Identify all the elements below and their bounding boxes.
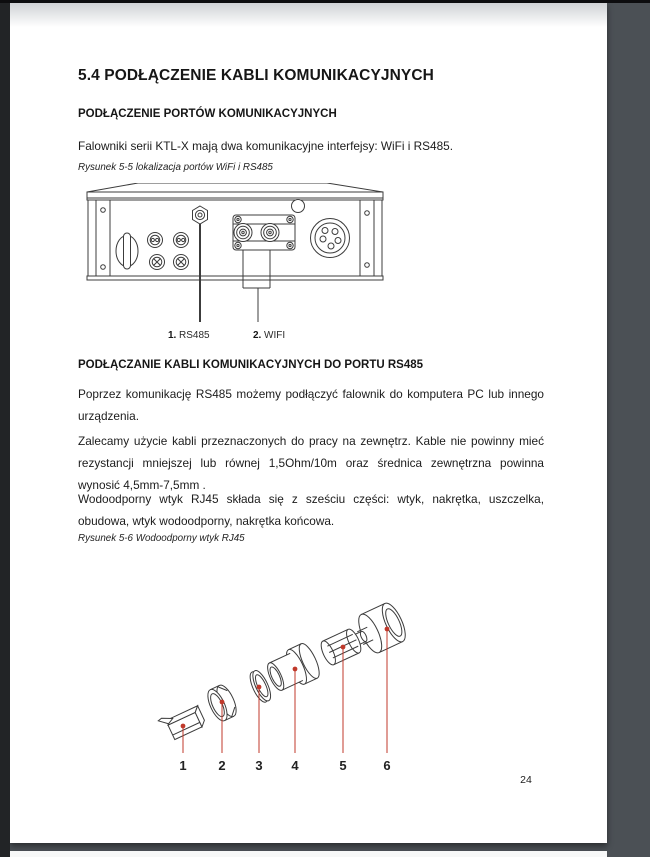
next-page-edge <box>10 851 607 857</box>
figure-5-5-caption: Rysunek 5-5 lokalizacja portów WiFi i RS485 <box>78 162 273 173</box>
part-number-3: 3 <box>255 758 263 773</box>
callout-2-number: 2. <box>253 330 262 341</box>
callout-2-label: WIFI <box>264 330 286 341</box>
inverter-bottom-view <box>87 183 383 322</box>
figure-5-6-caption: Rysunek 5-6 Wodoodporny wtyk RJ45 <box>78 533 245 544</box>
wifi-ports <box>233 215 295 250</box>
paragraph-2: Zalecamy użycie kabli przeznaczonych do pracy na zewnętrz. Kable nie powinny mieć rezystancji mniejszej lub równej 1,5Ohm/10m oraz średnica zewnętrzna powinna wynosić 4,5mm-7,5mm . <box>78 434 544 492</box>
paragraph-1: Poprzez komunikację RS485 możemy podłączyć falownik do komputera PC lub innego urządzenia. <box>78 387 544 423</box>
document-page[interactable] <box>10 3 607 843</box>
part-number-5: 5 <box>339 758 347 773</box>
part-number-6: 6 <box>383 758 391 773</box>
figure-5-5-diagram <box>85 183 387 343</box>
viewer-left-edge <box>0 0 10 857</box>
section-heading-ports: PODŁĄCZENIE PORTÓW KOMUNIKACYJNYCH <box>78 108 337 120</box>
page-title: 5.4 PODŁĄCZENIE KABLI KOMUNIKACYJNYCH <box>78 67 434 84</box>
page-number: 24 <box>520 774 532 786</box>
part-rj45-plug <box>158 702 207 742</box>
inverter-lid <box>87 183 383 192</box>
rs485-port <box>193 206 208 224</box>
section-heading-rs485: PODŁĄCZANIE KABLI KOMUNIKACYJNYCH DO PORTU RS485 <box>78 359 424 371</box>
viewer-top-edge <box>0 0 650 3</box>
ac-connector <box>311 219 350 258</box>
figure-5-6-diagram <box>150 573 425 801</box>
callout-1-number: 1. <box>168 330 177 341</box>
paragraph-3: Wodoodporny wtyk RJ45 składa się z sześciu części: wtyk, nakrętka, uszczelka, obudowa, wtyk wodoodporny, nakrętka końcowa. <box>78 492 544 528</box>
part-number-4: 4 <box>291 758 299 773</box>
part-number-1: 1 <box>179 758 187 773</box>
vent-valve <box>292 200 305 213</box>
part-number-2: 2 <box>218 758 226 773</box>
intro-paragraph: Falowniki serii KTL-X mają dwa komunikacyjne interfejsy: WiFi i RS485. <box>78 139 454 153</box>
callout-1-label: RS485 <box>179 330 210 341</box>
